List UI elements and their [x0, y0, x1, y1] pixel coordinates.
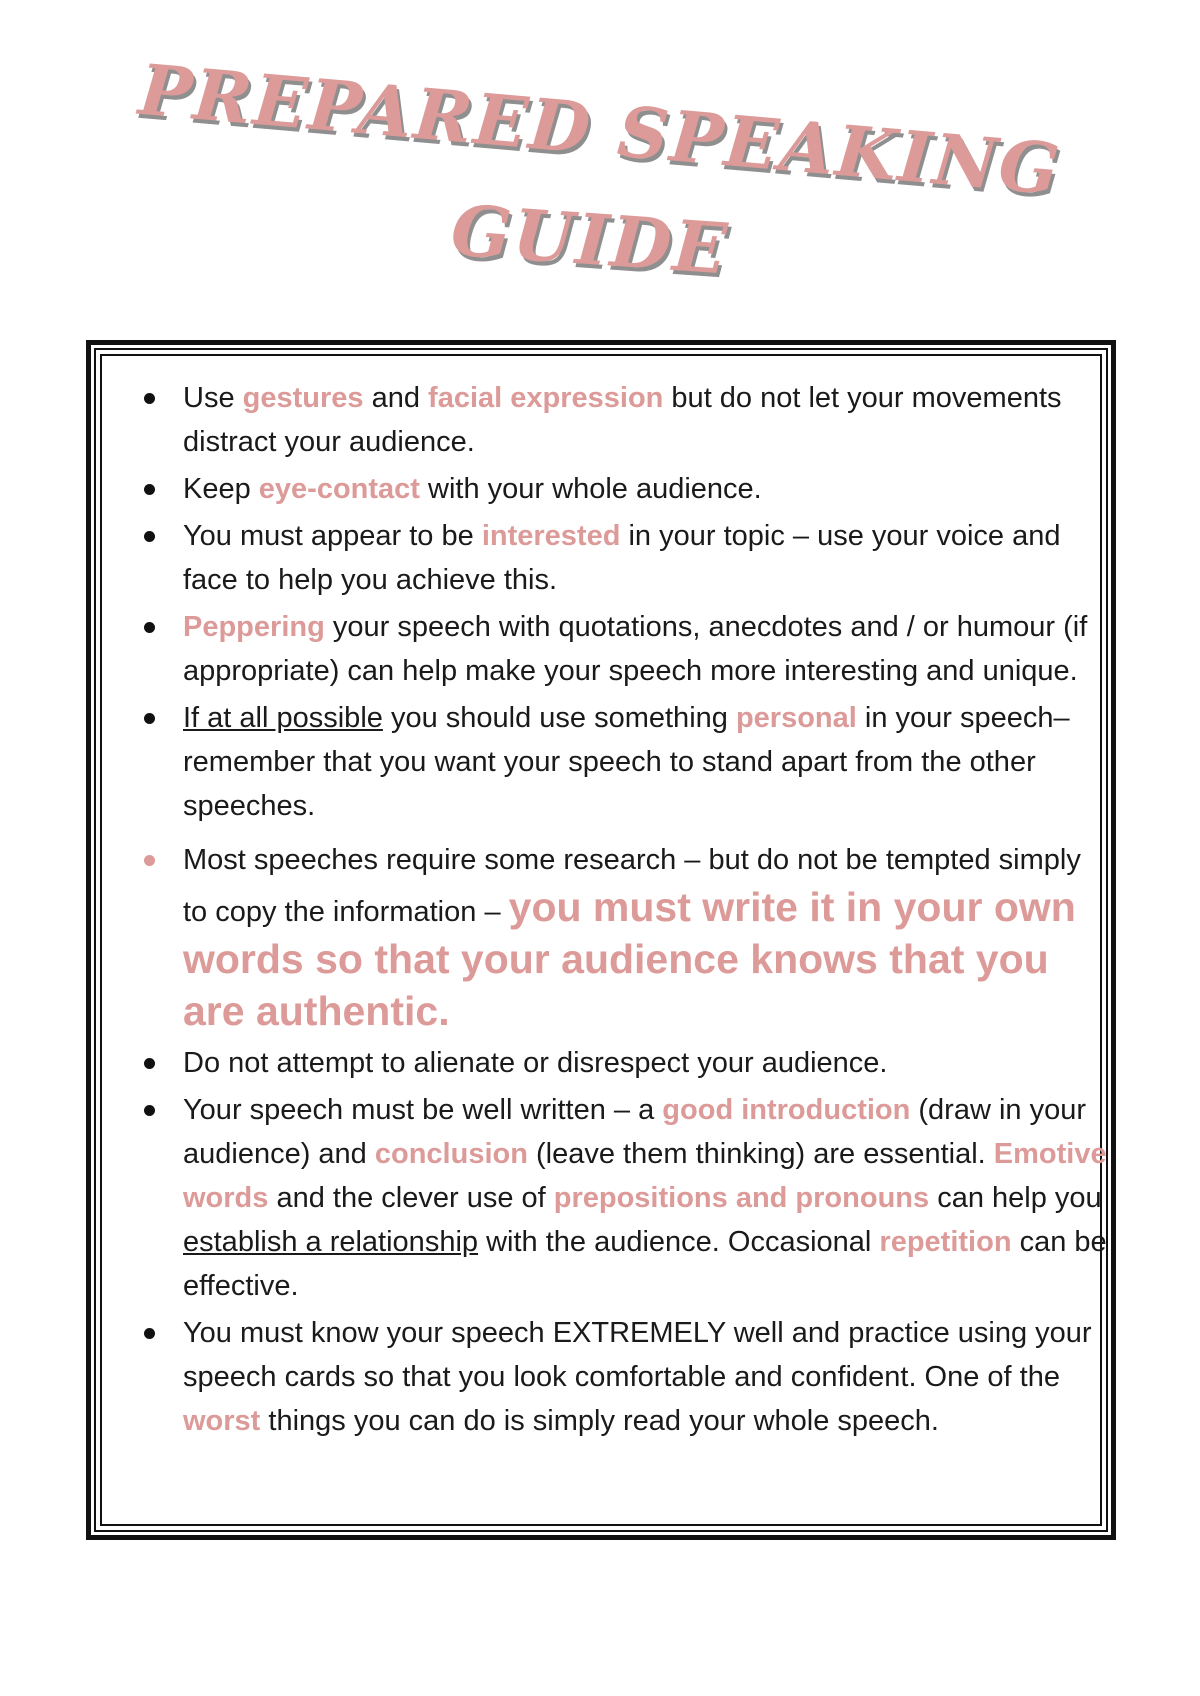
item-text: can be effective. — [183, 1226, 1107, 1302]
underlined-text: establish a relationship — [183, 1226, 479, 1258]
highlighted-text: gestures — [242, 382, 364, 414]
item-text: in your topic – use your voice and face to help you achieve this. — [183, 520, 1061, 596]
item-text: you should use something — [382, 702, 736, 734]
item-text: with the audience. Occasional — [478, 1226, 880, 1258]
item-text: but do not let your movements distract your audience. — [183, 382, 1062, 458]
item-text: and — [363, 382, 429, 414]
item-text: with your whole audience. — [419, 473, 762, 505]
highlighted-text: you must write it in your own words so that your audience knows that you are authentic. — [183, 884, 1076, 1034]
item-text: Use — [183, 382, 243, 414]
list-item — [102, 1311, 1112, 1443]
highlighted-text: facial expression — [428, 382, 664, 414]
list-item — [102, 467, 1112, 511]
guide-box — [86, 340, 1116, 1540]
item-text: You must know your speech EXTREMELY well and practice using your speech cards so that you look comfortable and confident. One of the — [183, 1317, 1092, 1393]
list-item — [102, 376, 1112, 464]
highlighted-text: personal — [735, 702, 857, 734]
item-text: things you can do is simply read your whole speech. — [260, 1405, 939, 1437]
item-text: your speech with quotations, anecdotes and / or humour (if appropriate) can help make your speech more interesting and unique. — [183, 611, 1088, 687]
guide-list — [102, 376, 1112, 1446]
item-text: (draw in your audience) and — [183, 1094, 1087, 1170]
list-item — [102, 605, 1112, 693]
highlighted-text: repetition — [879, 1226, 1012, 1258]
page-title-line-1: PREPARED SPEAKING — [135, 47, 1065, 212]
item-text: (leave them thinking) are essential. — [527, 1138, 994, 1170]
item-text: You must appear to be — [183, 520, 482, 552]
bullet-icon — [144, 622, 155, 633]
highlighted-text: worst — [183, 1405, 261, 1437]
underlined-text: If at all possible — [183, 702, 383, 734]
guide-box-inner-border — [94, 348, 1108, 1532]
bullet-icon — [144, 713, 155, 724]
bullet-icon — [144, 531, 155, 542]
highlighted-text: eye-contact — [258, 473, 420, 505]
page-title-line-2: GUIDE — [448, 188, 732, 291]
guide-box-content — [100, 354, 1107, 1526]
list-item — [102, 1041, 1112, 1085]
bullet-icon — [144, 1328, 155, 1339]
highlighted-text: Emotive words — [183, 1138, 1107, 1214]
item-text: and the clever use of — [268, 1182, 554, 1214]
list-item — [102, 696, 1112, 828]
list-item — [102, 838, 1112, 1038]
highlighted-text: prepositions and pronouns — [553, 1182, 930, 1214]
item-text: can help you — [929, 1182, 1102, 1214]
item-text: Keep — [183, 473, 259, 505]
highlighted-text: interested — [481, 520, 621, 552]
highlighted-text: good introduction — [662, 1094, 911, 1126]
item-text: Your speech must be well written – a — [183, 1094, 663, 1126]
item-text: Do not attempt to alienate or disrespect your audience. — [183, 1047, 888, 1079]
bullet-icon — [144, 1105, 155, 1116]
bullet-icon — [144, 855, 155, 866]
list-item — [102, 514, 1112, 602]
highlighted-text: conclusion — [374, 1138, 528, 1170]
item-text: in your speech– remember that you want your speech to stand apart from the other speeches. — [183, 702, 1070, 822]
highlighted-text: Peppering — [183, 611, 325, 643]
bullet-icon — [144, 393, 155, 404]
title-block — [0, 47, 1200, 291]
list-item — [102, 1088, 1112, 1308]
bullet-icon — [144, 1058, 155, 1069]
bullet-icon — [144, 484, 155, 495]
item-text: Most speeches require some research – but do not be tempted simply to copy the information – — [183, 844, 1081, 928]
